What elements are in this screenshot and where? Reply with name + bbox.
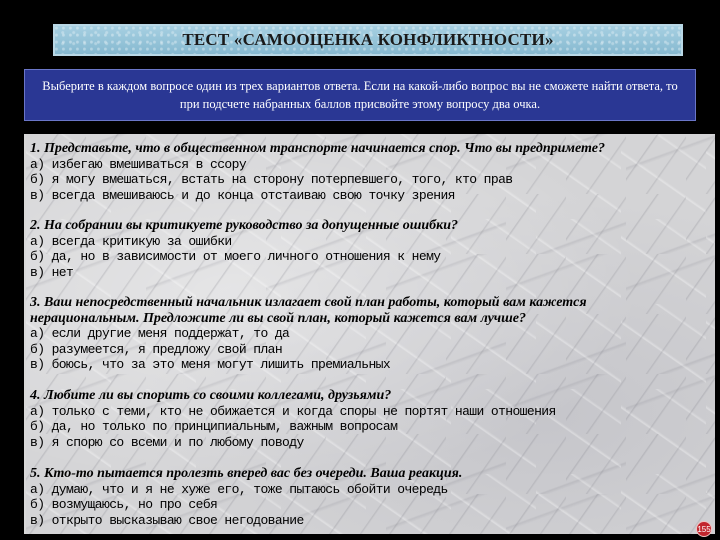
answer-option: б) да, но только по принципиальным, важным вопросам (30, 419, 398, 434)
answer-option: а) избегаю вмешиваться в ссору (30, 156, 247, 172)
answer-option: в) нет (30, 264, 74, 280)
answer-option: б) да, но в зависимости от моего личного отношения к нему (30, 249, 441, 264)
question-text: 2. На собрании вы критикуете руководство за допущенные ошибки? (30, 218, 459, 233)
question-block-4 (30, 388, 710, 450)
answer-option: в) открыто высказываю свое негодование (30, 512, 304, 528)
answer-option: а) только с теми, кто не обижается и когда споры не портят наши отношения (30, 403, 556, 419)
instruction-banner (24, 69, 696, 121)
answer-option: в) боюсь, что за это меня могут лишить премиальных (30, 357, 391, 372)
page-title: ТЕСТ «САМООЦЕНКА КОНФЛИКТНОСТИ» (182, 30, 554, 49)
answer-option: в) всегда вмешиваюсь и до конца отстаиваю свою точку зрения (30, 187, 455, 203)
question-block-1 (30, 141, 710, 203)
question-text: 3. Ваш непосредственный начальник излагает свой план работы, который вам кажется нерациональным. Предложите ли вы свой план, который кажется вам лучше? (30, 295, 587, 326)
question-text: 4. Любите ли вы спорить со своими коллегами, друзьями? (30, 388, 392, 403)
answer-option: б) возмущаюсь, но про себя (30, 497, 218, 512)
question-text: 5. Кто-то пытается пролезть вперед вас без очереди. Ваша реакция. (30, 466, 463, 481)
page-number-badge: 155 (696, 521, 712, 537)
answer-option: а) если другие меня поддержат, то да (30, 326, 290, 341)
answer-option: в) я спорю со всеми и по любому поводу (30, 434, 304, 450)
answer-option: а) всегда критикую за ошибки (30, 233, 232, 249)
answer-option: б) я могу вмешаться, встать на сторону потерпевшего, того, кто прав (30, 172, 513, 187)
question-text: 1. Представьте, что в общественном транспорте начинается спор. Что вы предпримете? (30, 141, 605, 156)
answer-option: а) думаю, что и я не хуже его, тоже пытаюсь обойти очередь (30, 481, 448, 497)
question-block-2 (30, 218, 710, 280)
title-banner (53, 24, 683, 56)
question-block-5 (30, 466, 710, 528)
answer-option: б) разумеется, я предложу свой план (30, 341, 283, 357)
question-block-3 (30, 295, 690, 373)
instruction-text: Выберите в каждом вопросе один из трех вариантов ответа. Если на какой-либо вопрос вы не сможете найти ответа, то при подсчете набранных баллов присвойте этому вопросу два очка. (42, 79, 678, 111)
